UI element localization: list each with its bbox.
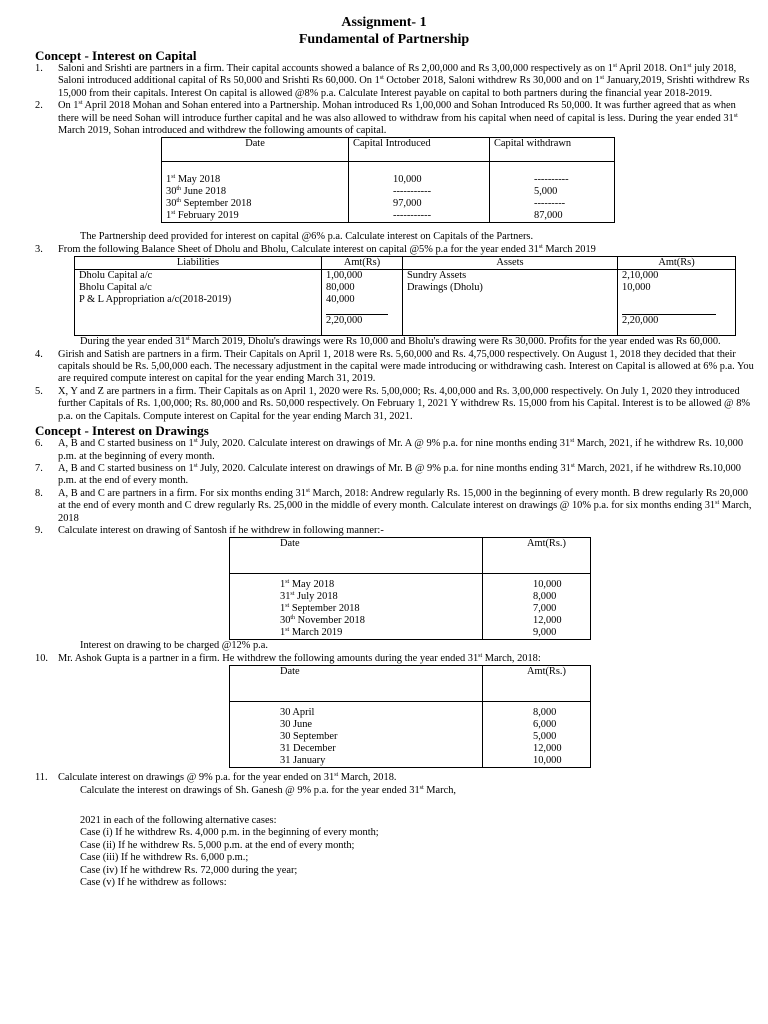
table-header: Amt(Rs) xyxy=(618,257,736,270)
liability-item: Dholu Capital a/c xyxy=(79,270,153,282)
table-cell xyxy=(483,702,591,768)
table-cell xyxy=(483,574,591,640)
case-item: Case (v) If he withdrew as follows: xyxy=(80,877,227,888)
table-header: Amt(Rs.) xyxy=(483,666,591,702)
amount-cell: 80,000 xyxy=(326,282,355,294)
assignment-title: Assignment- 1 xyxy=(341,15,427,30)
table-header: Amt(Rs) xyxy=(322,257,403,270)
table-header: Date xyxy=(230,538,483,574)
question-text: A, B and C started business on 1st July, 2020. Calculate interest on drawings of Mr. B @ 9% p.a. for nine months ending 31st March, 2021, if he withdrew Rs.10,000 p.m. at the end of every month. xyxy=(58,462,742,487)
question-number: 5. xyxy=(35,385,43,397)
table-header: Capital Introduced xyxy=(349,138,490,162)
question-text: Calculate interest on drawings @ 9% p.a. for the year ended on 31st March, 2018. xyxy=(58,772,397,784)
question-text: On 1st April 2018 Mohan and Sohan entered into a Partnership. Mohan introduced Rs 1,00,000 and Sohan Introduced Rs 50,000. It was further agreed that as when there will be need Sohan will introduce further capital and he was also allowed to withdraw from his capital when need of capital is less. During the year ended 31st March 2019, Sohan introduced and withdrew the following amounts of capital. xyxy=(58,100,738,137)
date-cell: 1st May 2018 xyxy=(280,579,335,591)
question-5 xyxy=(0,386,768,423)
question-number: 7. xyxy=(35,462,43,474)
table-cell xyxy=(230,702,483,768)
amount-cell: 40,000 xyxy=(326,294,355,306)
question-7 xyxy=(0,463,768,488)
concept-heading-drawings: Concept - Interest on Drawings xyxy=(35,423,209,439)
amount-cell: 2,10,000 xyxy=(622,270,659,282)
question-number: 4. xyxy=(35,348,43,360)
question-9 xyxy=(0,525,768,537)
table-header: Assets xyxy=(403,257,618,270)
question-text: Mr. Ashok Gupta is a partner in a firm. He withdrew the following amounts during the year ended 31st March, 2018: xyxy=(58,652,541,664)
question-number: 2. xyxy=(35,100,43,112)
date-cell: 30th June 2018 xyxy=(166,186,227,198)
table-header: Date xyxy=(162,138,349,162)
amount-cell: 10,000 xyxy=(393,174,422,186)
amount-cell: 6,000 xyxy=(533,719,557,731)
date-cell: 30 April xyxy=(280,707,315,719)
question-note: Interest on drawing to be charged @12% p.a. xyxy=(80,640,268,652)
date-cell: 1st May 2018 xyxy=(166,174,221,186)
amount-cell: 7,000 xyxy=(533,603,557,615)
asset-item: Drawings (Dholu) xyxy=(407,282,483,294)
amount-cell: 8,000 xyxy=(533,707,557,719)
question-number: 10. xyxy=(35,652,48,664)
table-cell xyxy=(618,270,736,336)
question-10 xyxy=(0,653,768,665)
question-number: 9. xyxy=(35,524,43,536)
amount-cell: ----------- xyxy=(393,186,432,198)
case-item: Case (i) If he withdrew Rs. 4,000 p.m. in the beginning of every month; xyxy=(80,827,379,839)
asset-item: Sundry Assets xyxy=(407,270,467,282)
liability-item: Bholu Capital a/c xyxy=(79,282,152,294)
total-amount: 2,20,000 xyxy=(622,315,659,327)
question-number: 3. xyxy=(35,243,43,255)
question-3 xyxy=(0,244,768,256)
ashok-drawings-table xyxy=(229,665,591,768)
case-item: Case (ii) If he withdrew Rs. 5,000 p.m. at the end of every month; xyxy=(80,839,355,851)
question-text: From the following Balance Sheet of Dholu and Bholu, Calculate interest on capital @5% p.a for the year ended 31st March 2019 xyxy=(58,243,596,255)
question-number: 6. xyxy=(35,438,43,450)
question-note: The Partnership deed provided for interest on capital @6% p.a. Calculate interest on Capitals of the Partners. xyxy=(80,231,534,243)
amount-cell: 12,000 xyxy=(533,743,562,755)
balance-sheet-table xyxy=(74,256,736,336)
amount-cell: 12,000 xyxy=(533,615,562,627)
question-2 xyxy=(0,100,768,137)
amount-cell: 10,000 xyxy=(533,579,562,591)
case-item: Case (iv) If he withdrew Rs. 72,000 during the year; xyxy=(80,864,298,876)
date-cell: 30 September xyxy=(280,731,338,743)
question-1 xyxy=(0,63,768,100)
amount-cell: 87,000 xyxy=(534,210,563,222)
amount-cell: 97,000 xyxy=(393,198,422,210)
amount-cell: 1,00,000 xyxy=(326,270,363,282)
table-cell xyxy=(490,162,615,223)
question-text: Calculate interest on drawing of Santosh if he withdrew in following manner:- xyxy=(58,524,384,536)
amount-cell: ---------- xyxy=(534,174,569,186)
amount-cell: ----------- xyxy=(393,210,432,222)
table-header: Date xyxy=(230,666,483,702)
amount-cell: 10,000 xyxy=(622,282,651,294)
table-header: Capital withdrawn xyxy=(490,138,615,162)
date-cell: 30th November 2018 xyxy=(280,615,365,627)
question-line: 2021 in each of the following alternative cases: xyxy=(80,814,277,826)
question-line: Calculate the interest on drawings of Sh. Ganesh @ 9% p.a. for the year ended 31st March, xyxy=(80,784,457,796)
liability-item: P & L Appropriation a/c(2018-2019) xyxy=(79,294,232,306)
amount-cell: 9,000 xyxy=(533,627,557,639)
amount-cell: --------- xyxy=(534,198,566,210)
amount-cell: 10,000 xyxy=(533,755,562,767)
question-4 xyxy=(0,349,768,386)
table-cell xyxy=(322,270,403,336)
date-cell: 1st September 2018 xyxy=(280,603,360,615)
date-cell: 1st March 2019 xyxy=(280,627,343,639)
table-cell xyxy=(75,270,322,336)
total-amount: 2,20,000 xyxy=(326,315,363,327)
table-cell xyxy=(403,270,618,336)
question-8 xyxy=(0,488,768,525)
date-cell: 31st July 2018 xyxy=(280,591,338,603)
table-cell xyxy=(230,574,483,640)
concept-heading-capital: Concept - Interest on Capital xyxy=(35,48,197,63)
question-text: Girish and Satish are partners in a firm. Their Capitals on April 1, 2018 were Rs. 5,60,000 and Rs. 4,75,000 respectively. On August 1, 2018 they decided that their capitals should be Rs. 5,00,000 each. The necessary adjustment in the capital were made introducing or withdrawing cash. Interest on Capital is allowed at 6% p.a. You are required compute interest on capital for the year ending March 31, 2019. xyxy=(58,348,754,385)
question-11 xyxy=(0,772,768,784)
question-6 xyxy=(0,438,768,463)
santosh-drawings-table xyxy=(229,537,591,640)
case-item: Case (iii) If he withdrew Rs. 6,000 p.m.; xyxy=(80,852,249,864)
capital-movement-table xyxy=(161,137,615,223)
amount-cell: 8,000 xyxy=(533,591,557,603)
table-cell xyxy=(162,162,349,223)
date-cell: 31 January xyxy=(280,755,326,767)
date-cell: 30 June xyxy=(280,719,313,731)
question-text: Saloni and Srishti are partners in a firm. Their capital accounts showed a balance of Rs 2,00,000 and Rs 3,00,000 respectively as on 1st April 2018. On1st july 2018, Saloni introduced additional capital of Rs 50,000 and Srishti Rs 60,000. On 1st October 2018, Saloni withdrew Rs 30,000 and on 1st January,2019, Srishti withdrew Rs 15,000 from their capitals. Interest On capital is allowed @8% p.a. Calculate Interest payable on capital to both partners during the financial year 2018-2019. xyxy=(58,63,750,99)
date-cell: 31 December xyxy=(280,743,336,755)
question-text: X, Y and Z are partners in a firm. Their Capitals as on April 1, 2020 were Rs. 5,00,000; Rs. 4,00,000 and Rs. 3,00,000 respectively. On July 1, 2020 they introduced further Capitals of Rs. 1,00,000; Rs. 80,000 and Rs. 50,000 respectively. On February 1, 2021 Y withdrew Rs. 15,000 from his Capital. Interest is to be allowed @ 8% p.a. on the Capitals. Compute interest on Capital for the year ending March 31, 2021. xyxy=(58,385,751,422)
question-text: A, B and C are partners in a firm. For six months ending 31st March, 2018: Andrew regularly Rs. 15,000 in the beginning of every month. B drew regularly Rs 20,000 at the end of every month and C drew regularly Rs. 25,000 in the middle of every month. Calculate interest on drawings @ 10% p.a. for six months ending 31st March, 2018 xyxy=(58,487,752,524)
question-number: 11. xyxy=(35,772,48,784)
date-cell: 1st February 2019 xyxy=(166,210,239,222)
question-number: 8. xyxy=(35,487,43,499)
assignment-subtitle: Fundamental of Partnership xyxy=(298,32,470,47)
table-header: Amt(Rs.) xyxy=(483,538,591,574)
amount-cell: 5,000 xyxy=(534,186,558,198)
table-cell xyxy=(349,162,490,223)
question-number: 1. xyxy=(35,63,43,74)
date-cell: 30th September 2018 xyxy=(166,198,252,210)
table-header: Liabilities xyxy=(75,257,322,270)
question-text: A, B and C started business on 1st July, 2020. Calculate interest on drawings of Mr. A @ 9% p.a. for nine months ending 31st March, 2021, if he withdrew Rs. 10,000 p.m. at the beginning of every month. xyxy=(58,438,744,462)
question-note: During the year ended 31st March 2019, Dholu's drawings were Rs 10,000 and Bholu's drawing were Rs 30,000. Profits for the year ended was Rs 60,000. xyxy=(80,336,721,348)
amount-cell: 5,000 xyxy=(533,731,557,743)
